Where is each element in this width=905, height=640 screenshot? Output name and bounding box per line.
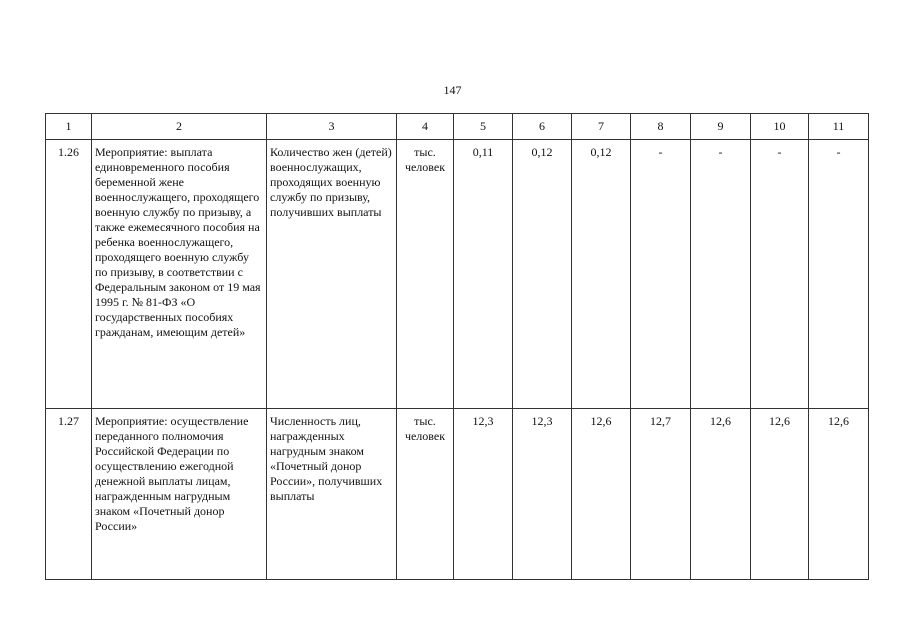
column-header: 8 bbox=[631, 114, 691, 140]
value-text: - bbox=[658, 145, 663, 159]
row-number: 1.27 bbox=[58, 414, 79, 428]
unit-text: тыс. человек bbox=[404, 145, 446, 174]
value-cell bbox=[513, 140, 572, 409]
value-text: 0,12 bbox=[590, 145, 612, 159]
column-header: 1 bbox=[46, 114, 92, 140]
value-cell bbox=[809, 140, 869, 409]
value-text: 0,11 bbox=[472, 145, 494, 159]
value-cell bbox=[751, 140, 809, 409]
value-text: 12,6 bbox=[710, 414, 731, 428]
measure-text: Мероприятие: осуществление переданного полномочия Российской Федерации по осуществлению ежегодной денежной выплаты лицам, награжденным нагрудным знаком «Почетный донор России» bbox=[95, 414, 249, 533]
table-header-row bbox=[46, 114, 869, 140]
value-cell bbox=[751, 409, 809, 580]
value-cell bbox=[631, 409, 691, 580]
value-text: 12,6 bbox=[769, 414, 790, 428]
column-header: 10 bbox=[751, 114, 809, 140]
value-text: 12,7 bbox=[650, 414, 671, 428]
value-text: 12,6 bbox=[828, 414, 849, 428]
value-text: 0,12 bbox=[531, 145, 553, 159]
row-number-cell bbox=[46, 409, 92, 580]
indicator-text: Численность лиц, награжденных нагрудным знаком «Почетный донор России», получивших выплаты bbox=[270, 414, 383, 503]
table-row bbox=[46, 140, 869, 409]
unit-cell bbox=[397, 409, 454, 580]
indicator-text: Количество жен (детей) военнослужащих, проходящих военную службу по призыву, получивших выплаты bbox=[270, 145, 392, 219]
table-row bbox=[46, 409, 869, 580]
value-cell bbox=[454, 140, 513, 409]
value-text: - bbox=[777, 145, 782, 159]
row-number: 1.26 bbox=[58, 145, 79, 159]
value-cell bbox=[691, 409, 751, 580]
value-text: - bbox=[836, 145, 841, 159]
value-text: 12,3 bbox=[531, 414, 553, 428]
measure-cell bbox=[92, 140, 267, 409]
indicator-cell bbox=[267, 409, 397, 580]
value-cell bbox=[513, 409, 572, 580]
value-cell bbox=[572, 409, 631, 580]
measure-cell bbox=[92, 409, 267, 580]
column-header: 4 bbox=[397, 114, 454, 140]
column-header: 2 bbox=[92, 114, 267, 140]
row-number-cell bbox=[46, 140, 92, 409]
data-table bbox=[45, 113, 869, 580]
value-text: 12,6 bbox=[590, 414, 612, 428]
page-number: 147 bbox=[443, 83, 462, 97]
column-header: 11 bbox=[809, 114, 869, 140]
value-cell bbox=[454, 409, 513, 580]
column-header: 7 bbox=[572, 114, 631, 140]
column-header: 5 bbox=[454, 114, 513, 140]
value-cell bbox=[809, 409, 869, 580]
indicator-cell bbox=[267, 140, 397, 409]
column-header: 3 bbox=[267, 114, 397, 140]
value-cell bbox=[691, 140, 751, 409]
value-cell bbox=[631, 140, 691, 409]
value-text: 12,3 bbox=[472, 414, 494, 428]
column-header: 6 bbox=[513, 114, 572, 140]
unit-text: тыс. человек bbox=[404, 414, 446, 443]
value-text: - bbox=[718, 145, 723, 159]
unit-cell bbox=[397, 140, 454, 409]
measure-text: Мероприятие: выплата единовременного пособия беременной жене военнослужащего, проходящего военную службу по призыву, а также ежемесячного пособия на ребенка военнослужащего, проходящего военную службу по призыву, в соответствии с Федеральным законом от 19 мая 1995 г. № 81-ФЗ «О государственных пособиях гражданам, имеющим детей» bbox=[95, 145, 261, 339]
value-cell bbox=[572, 140, 631, 409]
column-header: 9 bbox=[691, 114, 751, 140]
